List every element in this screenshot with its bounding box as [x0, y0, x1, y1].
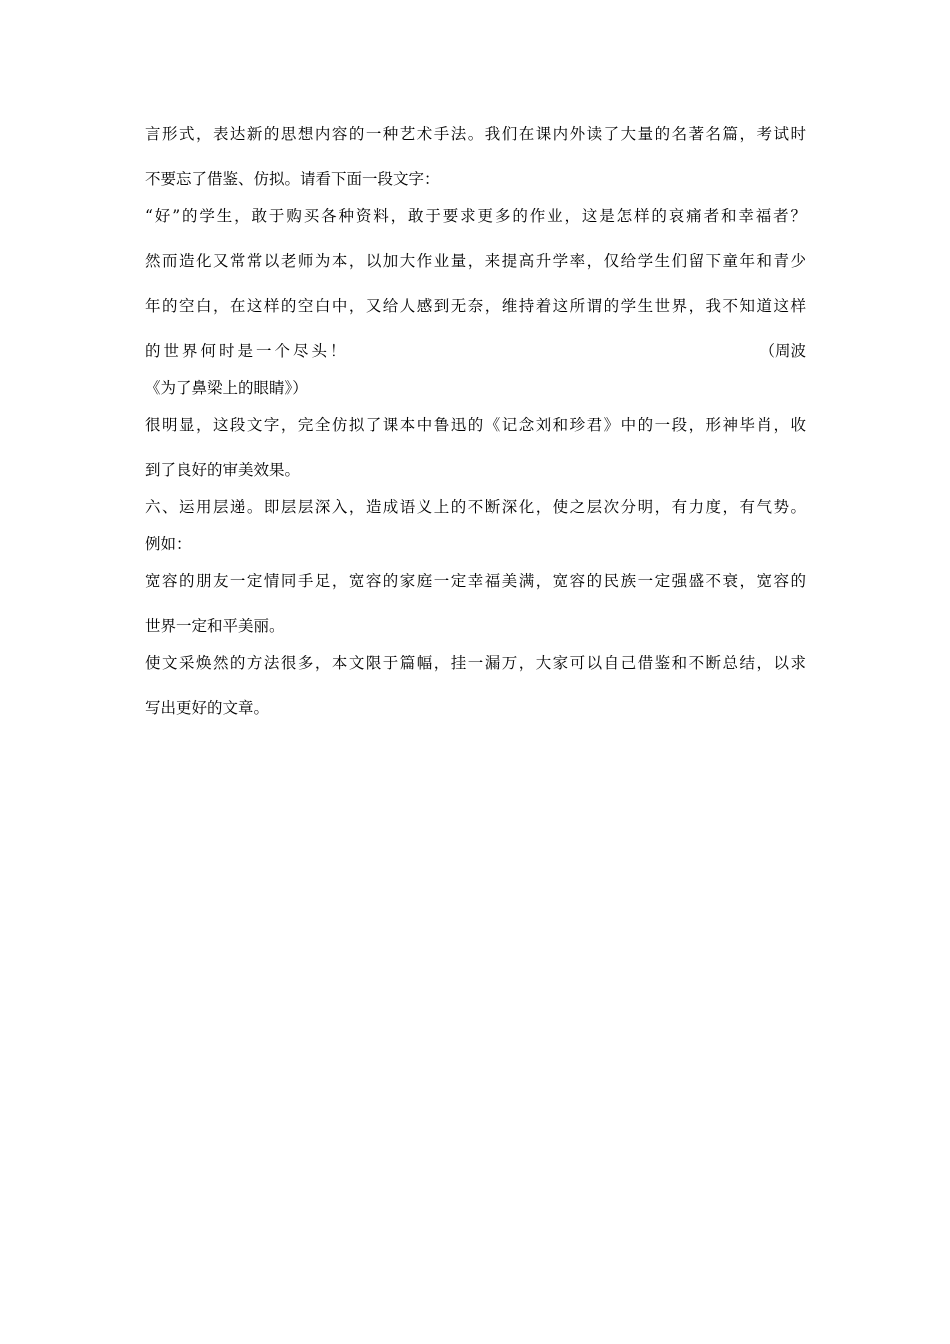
- quote-line: 然而造化又常常以老师为本，以加大作业量，来提高升学率，仅给学生们留下童年和青少: [145, 252, 806, 270]
- example-line: 宽容的朋友一定情同手足，宽容的家庭一定幸福美满，宽容的民族一定强盛不衰，宽容的: [145, 572, 806, 590]
- section-heading: 六、运用层递。即层层深入，造成语义上的不断深化，使之层次分明，有力度，有气势。: [145, 498, 806, 516]
- quote-line: 年的空白，在这样的空白中，又给人感到无奈，维持着这所谓的学生世界，我不知道这样: [145, 297, 806, 315]
- text-line: 很明显，这段文字，完全仿拟了课本中鲁迅的《记念刘和珍君》中的一段，形神毕肖，收: [145, 416, 806, 434]
- text-line: 到了良好的审美效果。: [145, 461, 301, 479]
- citation-title: 《为了鼻梁上的眼睛》）: [145, 379, 308, 397]
- document-body: [145, 124, 806, 718]
- text-line: 写出更好的文章。: [145, 699, 270, 717]
- text-line: 不要忘了借鉴、仿拟。请看下面一段文字：: [145, 170, 440, 188]
- citation-author: （周波: [759, 342, 806, 360]
- text-line: 言形式，表达新的思想内容的一种艺术手法。我们在课内外读了大量的名著名篇，考试时: [145, 125, 806, 143]
- quote-line: “好”的学生，敢于购买各种资料，敢于要求更多的作业，这是怎样的哀痛者和幸福者？: [145, 207, 806, 225]
- quote-line-with-citation: [145, 341, 806, 361]
- text-line: 例如：: [145, 535, 192, 553]
- example-line: 世界一定和平美丽。: [145, 617, 285, 635]
- text-line: 使文采焕然的方法很多，本文限于篇幅，挂一漏万，大家可以自己借鉴和不断总结，以求: [145, 654, 806, 672]
- quote-text: 的世界何时是一个尽头！: [145, 342, 349, 360]
